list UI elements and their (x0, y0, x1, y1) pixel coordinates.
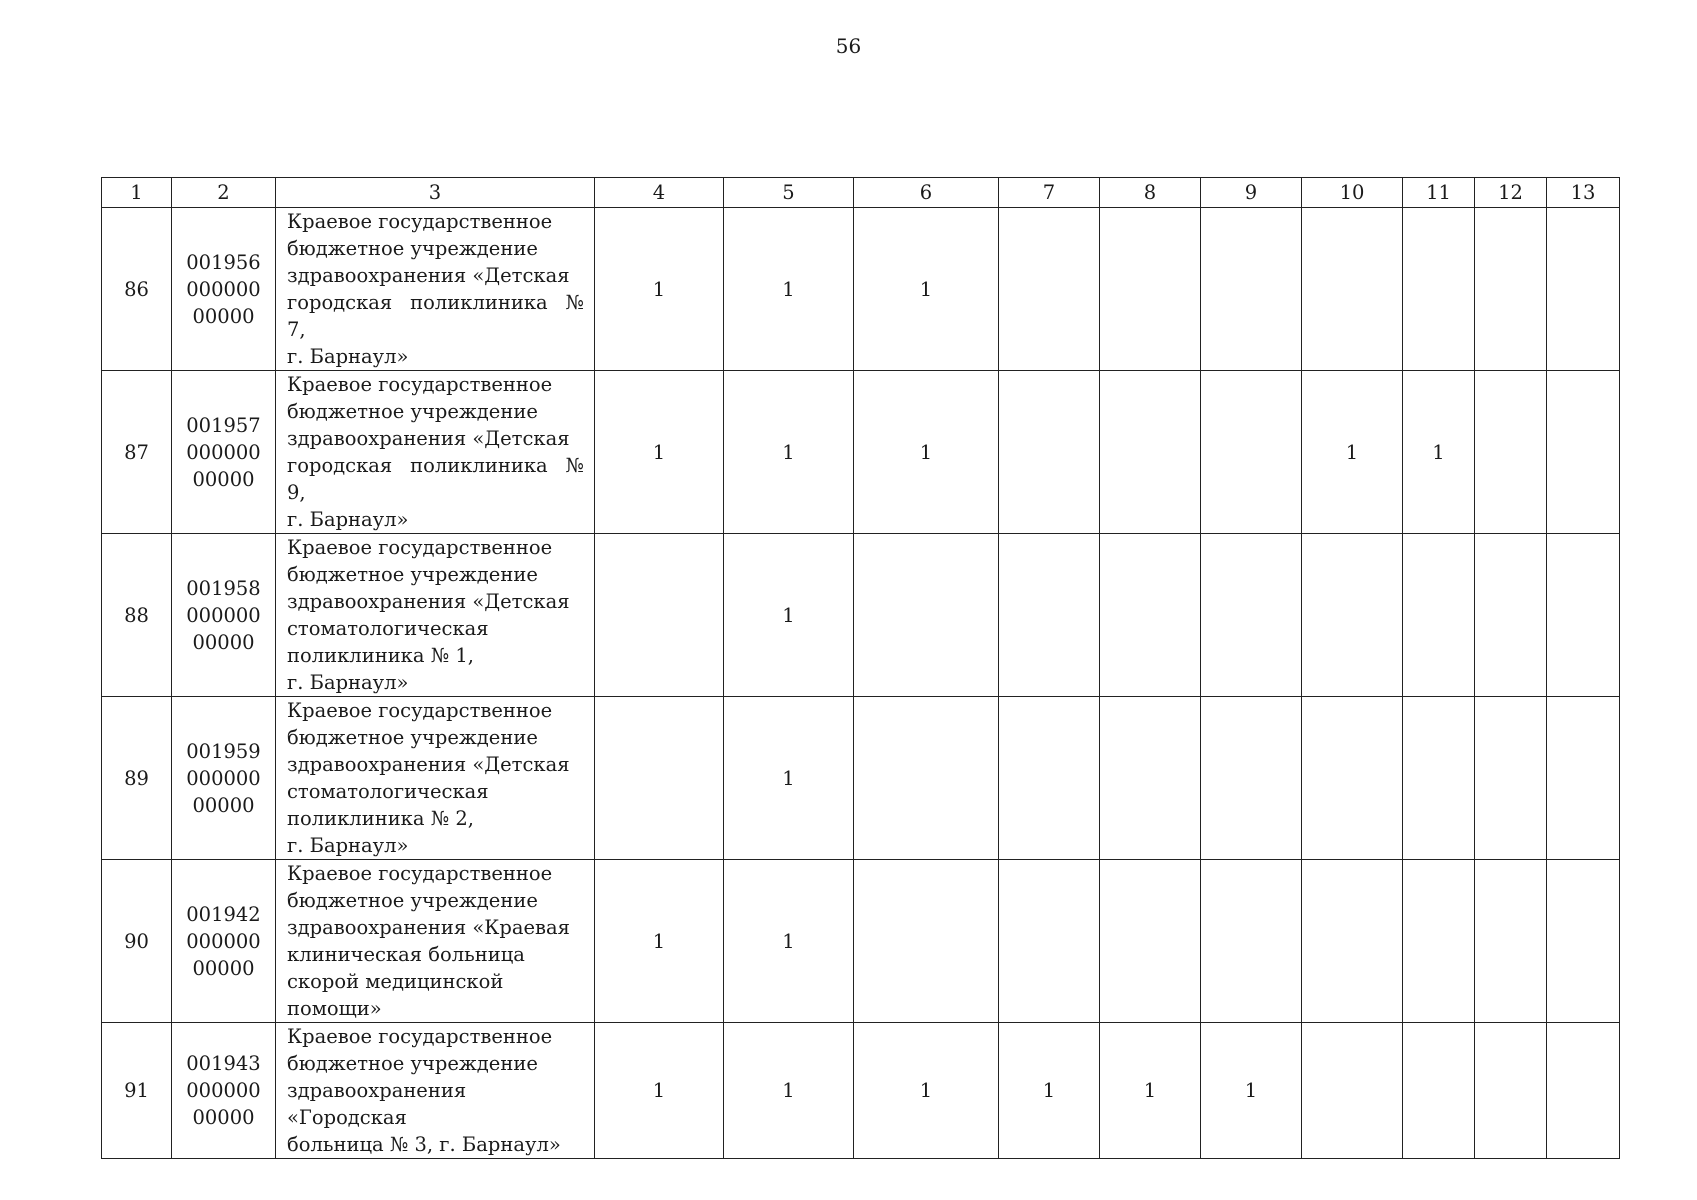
cell-col-6: 1 (854, 208, 999, 371)
cell-col-5: 1 (724, 208, 854, 371)
institution-name: Краевое государственное бюджетное учреждение здравоохранения «Городская больница № 3, г. Барнаул» (276, 1023, 595, 1159)
cell-col-13 (1547, 208, 1620, 371)
table-row (102, 371, 1620, 534)
cell-col-4 (595, 697, 724, 860)
cell-col-12 (1475, 208, 1547, 371)
table-row (102, 1023, 1620, 1159)
registry-code: 001959 000000 00000 (172, 697, 276, 860)
cell-col-9 (1201, 860, 1302, 1023)
cell-col-9: 1 (1201, 1023, 1302, 1159)
cell-col-5: 1 (724, 860, 854, 1023)
registry-code: 001957 000000 00000 (172, 371, 276, 534)
registry-code: 001958 000000 00000 (172, 534, 276, 697)
cell-col-6 (854, 534, 999, 697)
cell-col-13 (1547, 534, 1620, 697)
cell-col-10: 1 (1302, 371, 1403, 534)
institution-name: Краевое государственное бюджетное учреждение здравоохранения «Детская стоматологическая поликлиника № 1, г. Барнаул» (276, 534, 595, 697)
column-header: 2 (172, 178, 276, 208)
column-header: 1 (102, 178, 172, 208)
row-number: 90 (102, 860, 172, 1023)
cell-col-10 (1302, 534, 1403, 697)
cell-col-9 (1201, 697, 1302, 860)
cell-col-4: 1 (595, 860, 724, 1023)
cell-col-5: 1 (724, 371, 854, 534)
data-table (101, 177, 1620, 1159)
cell-col-4: 1 (595, 208, 724, 371)
cell-col-12 (1475, 534, 1547, 697)
column-header: 9 (1201, 178, 1302, 208)
cell-col-11 (1403, 1023, 1475, 1159)
cell-col-8 (1100, 371, 1201, 534)
cell-col-6: 1 (854, 371, 999, 534)
cell-col-12 (1475, 697, 1547, 860)
cell-col-7 (999, 208, 1100, 371)
cell-col-8: 1 (1100, 1023, 1201, 1159)
header-row (102, 178, 1620, 208)
cell-col-4: 1 (595, 1023, 724, 1159)
cell-col-6 (854, 860, 999, 1023)
cell-col-5: 1 (724, 697, 854, 860)
institution-name: Краевое государственное бюджетное учреждение здравоохранения «Краевая клиническая больница скорой медицинской помощи» (276, 860, 595, 1023)
cell-col-11: 1 (1403, 371, 1475, 534)
registry-code: 001956 000000 00000 (172, 208, 276, 371)
cell-col-11 (1403, 208, 1475, 371)
cell-col-10 (1302, 1023, 1403, 1159)
column-header: 5 (724, 178, 854, 208)
row-number: 88 (102, 534, 172, 697)
registry-code: 001943 000000 00000 (172, 1023, 276, 1159)
row-number: 87 (102, 371, 172, 534)
cell-col-7 (999, 534, 1100, 697)
cell-col-10 (1302, 208, 1403, 371)
cell-col-10 (1302, 860, 1403, 1023)
cell-col-4: 1 (595, 371, 724, 534)
cell-col-6: 1 (854, 1023, 999, 1159)
cell-col-7 (999, 860, 1100, 1023)
cell-col-8 (1100, 697, 1201, 860)
institution-name: Краевое государственное бюджетное учреждение здравоохранения «Детская городская поликлиника № 7, г. Барнаул» (276, 208, 595, 371)
cell-col-13 (1547, 371, 1620, 534)
registry-code: 001942 000000 00000 (172, 860, 276, 1023)
column-header: 7 (999, 178, 1100, 208)
cell-col-7: 1 (999, 1023, 1100, 1159)
cell-col-5: 1 (724, 1023, 854, 1159)
cell-col-9 (1201, 208, 1302, 371)
column-header: 6 (854, 178, 999, 208)
cell-col-5: 1 (724, 534, 854, 697)
cell-col-8 (1100, 208, 1201, 371)
cell-col-9 (1201, 534, 1302, 697)
institution-name: Краевое государственное бюджетное учреждение здравоохранения «Детская городская поликлиника № 9, г. Барнаул» (276, 371, 595, 534)
row-number: 89 (102, 697, 172, 860)
cell-col-11 (1403, 697, 1475, 860)
row-number: 91 (102, 1023, 172, 1159)
cell-col-9 (1201, 371, 1302, 534)
cell-col-13 (1547, 1023, 1620, 1159)
column-header: 12 (1475, 178, 1547, 208)
cell-col-8 (1100, 534, 1201, 697)
column-header: 8 (1100, 178, 1201, 208)
row-number: 86 (102, 208, 172, 371)
column-header: 4 (595, 178, 724, 208)
column-header: 13 (1547, 178, 1620, 208)
cell-col-12 (1475, 371, 1547, 534)
page-number: 56 (835, 34, 862, 58)
cell-col-8 (1100, 860, 1201, 1023)
table-row (102, 208, 1620, 371)
cell-col-11 (1403, 860, 1475, 1023)
cell-col-13 (1547, 697, 1620, 860)
cell-col-12 (1475, 860, 1547, 1023)
cell-col-6 (854, 697, 999, 860)
cell-col-12 (1475, 1023, 1547, 1159)
cell-col-4 (595, 534, 724, 697)
column-header: 11 (1403, 178, 1475, 208)
column-header: 3 (276, 178, 595, 208)
cell-col-11 (1403, 534, 1475, 697)
cell-col-7 (999, 697, 1100, 860)
cell-col-7 (999, 371, 1100, 534)
institution-name: Краевое государственное бюджетное учреждение здравоохранения «Детская стоматологическая поликлиника № 2, г. Барнаул» (276, 697, 595, 860)
cell-col-10 (1302, 697, 1403, 860)
table-row (102, 860, 1620, 1023)
cell-col-13 (1547, 860, 1620, 1023)
column-header: 10 (1302, 178, 1403, 208)
table-row (102, 697, 1620, 860)
table-row (102, 534, 1620, 697)
